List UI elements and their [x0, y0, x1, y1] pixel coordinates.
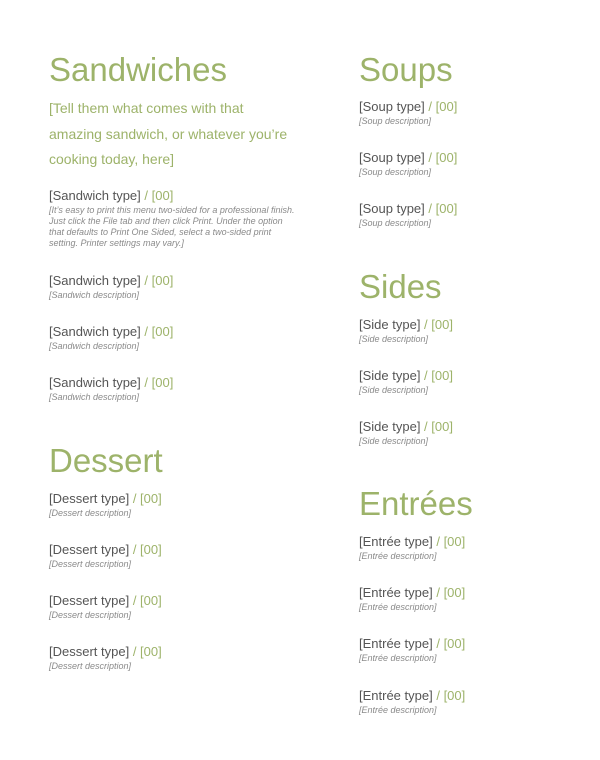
item-separator: / [424, 150, 436, 165]
item-price: [00] [435, 150, 458, 165]
item-price: [00] [151, 273, 174, 288]
dessert-item-4 [49, 644, 299, 672]
item-separator: / [129, 644, 141, 659]
item-description: [Soup description] [359, 218, 432, 228]
item-separator: / [129, 542, 141, 557]
item-type: [Entrée type] [359, 688, 433, 703]
item-price: [00] [140, 593, 162, 608]
item-title [359, 150, 579, 166]
item-description: [Entrée description] [359, 602, 437, 612]
item-description: [Dessert description] [49, 559, 132, 569]
item-price: [00] [151, 188, 174, 203]
item-title [359, 636, 579, 652]
item-type: [Entrée type] [359, 636, 433, 651]
entrees-heading: Entrées [359, 485, 473, 522]
dessert-heading: Dessert [49, 442, 163, 479]
item-separator: / [432, 688, 444, 703]
side-item-3 [359, 419, 579, 447]
item-type: [Dessert type] [49, 491, 130, 506]
item-description: [Dessert description] [49, 508, 132, 518]
item-title [359, 688, 579, 704]
item-title [49, 188, 299, 204]
side-item-2 [359, 368, 579, 396]
item-description: [Soup description] [359, 167, 432, 177]
item-description: [Entrée description] [359, 551, 437, 561]
item-price: [00] [140, 542, 162, 557]
item-separator: / [420, 368, 432, 383]
item-price: [00] [431, 419, 453, 434]
entree-item-3 [359, 636, 579, 664]
item-description: [Side description] [359, 334, 429, 344]
item-price: [00] [151, 375, 174, 390]
item-price: [00] [435, 201, 458, 216]
item-separator: / [432, 636, 444, 651]
item-title [359, 99, 579, 115]
item-separator: / [420, 419, 432, 434]
item-price: [00] [435, 99, 458, 114]
item-price: [00] [431, 368, 453, 383]
item-type: [Soup type] [359, 99, 425, 114]
entree-item-4 [359, 688, 579, 716]
item-description: [Sandwich description] [49, 341, 140, 351]
item-separator: / [140, 375, 152, 390]
item-description: [Side description] [359, 385, 429, 395]
item-type: [Sandwich type] [49, 273, 141, 288]
item-type: [Dessert type] [49, 542, 130, 557]
item-description: [Sandwich description] [49, 290, 140, 300]
item-title [359, 534, 579, 550]
sandwiches-intro: [Tell them what comes with that amazing sandwich, or whatever you’re cooking today, here] [49, 100, 288, 167]
item-description: [Entrée description] [359, 653, 437, 663]
sides-heading: Sides [359, 268, 442, 305]
dessert-section [49, 443, 299, 479]
item-description: [Dessert description] [49, 610, 132, 620]
entree-item-2 [359, 585, 579, 613]
item-price: [00] [443, 688, 466, 703]
item-description: [Sandwich description] [49, 392, 140, 402]
item-description: [Soup description] [359, 116, 432, 126]
item-title [49, 593, 299, 609]
item-price: [00] [443, 585, 466, 600]
item-title [359, 201, 579, 217]
sandwich-item-4 [49, 375, 299, 403]
item-title [359, 419, 579, 435]
item-title [49, 644, 299, 660]
item-type: [Entrée type] [359, 585, 433, 600]
item-title [359, 317, 579, 333]
item-separator: / [129, 491, 141, 506]
item-type: [Entrée type] [359, 534, 433, 549]
item-title [49, 542, 299, 558]
item-description: [Side description] [359, 436, 429, 446]
item-separator: / [420, 317, 432, 332]
item-title [359, 585, 579, 601]
dessert-item-1 [49, 491, 299, 519]
item-price: [00] [140, 491, 162, 506]
side-item-1 [359, 317, 579, 345]
item-type: [Sandwich type] [49, 375, 141, 390]
entree-item-1 [359, 534, 579, 562]
item-type: [Side type] [359, 419, 421, 434]
item-separator: / [432, 585, 444, 600]
soup-item-2 [359, 150, 579, 178]
item-title [49, 491, 299, 507]
sandwich-item-3 [49, 324, 299, 352]
item-description: [Dessert description] [49, 661, 132, 671]
sides-section [359, 269, 579, 305]
soup-item-3 [359, 201, 579, 229]
item-type: [Dessert type] [49, 593, 130, 608]
item-title [359, 368, 579, 384]
item-type: [Soup type] [359, 201, 425, 216]
item-separator: / [140, 324, 152, 339]
item-title [49, 324, 299, 340]
item-price: [00] [443, 636, 466, 651]
soups-section [359, 52, 579, 88]
item-separator: / [140, 188, 152, 203]
item-type: [Sandwich type] [49, 188, 141, 203]
item-price: [00] [431, 317, 453, 332]
dessert-item-3 [49, 593, 299, 621]
item-description: [It’s easy to print this menu two-sided for a professional finish. Just click the File tab and then click Print. Under the option that defaults to Print One Sided, select a two-sided print setting. Printer settings may vary.] [49, 205, 295, 248]
item-separator: / [424, 99, 436, 114]
soup-item-1 [359, 99, 579, 127]
sandwiches-section [49, 52, 299, 173]
sandwich-item-1 [49, 188, 299, 249]
item-separator: / [424, 201, 436, 216]
item-type: [Soup type] [359, 150, 425, 165]
item-separator: / [432, 534, 444, 549]
item-title [49, 273, 299, 289]
sandwich-item-2 [49, 273, 299, 301]
item-type: [Side type] [359, 317, 421, 332]
entrees-section [359, 486, 579, 522]
dessert-item-2 [49, 542, 299, 570]
sandwiches-heading: Sandwiches [49, 51, 227, 88]
soups-heading: Soups [359, 51, 453, 88]
item-title [49, 375, 299, 391]
item-price: [00] [151, 324, 174, 339]
item-type: [Dessert type] [49, 644, 130, 659]
item-description: [Entrée description] [359, 705, 437, 715]
item-type: [Sandwich type] [49, 324, 141, 339]
item-separator: / [140, 273, 152, 288]
item-type: [Side type] [359, 368, 421, 383]
item-separator: / [129, 593, 141, 608]
item-price: [00] [140, 644, 162, 659]
item-price: [00] [443, 534, 466, 549]
